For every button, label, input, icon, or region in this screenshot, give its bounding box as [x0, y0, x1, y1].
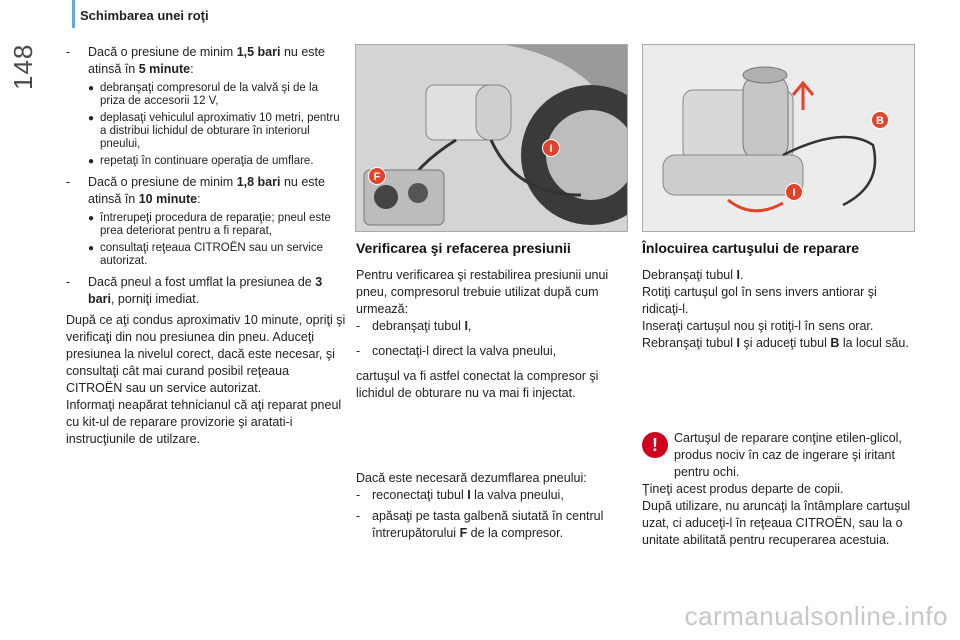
column-left — [66, 44, 346, 448]
list-item: - Dacă o presiune de minim 1,5 bari nu este atinsă în 5 minute: — [66, 45, 325, 76]
paragraph: Pentru verificarea şi restabilirea presiunii unui pneu, compresorul trebuie utilizat după cum urmează: — [356, 268, 609, 316]
paragraph: Informaţi neapărat tehnicianul că aţi reparat pneul cu kit-ul de reparare provizorie şi aratati-i instrucţiunile de utilzare. — [66, 398, 342, 446]
list-item: - debranşaţi tubul I, — [356, 319, 472, 333]
paragraph: Debranşaţi tubul I. — [642, 268, 744, 282]
paragraph: Dacă este necesară dezumflarea pneului: — [356, 471, 587, 485]
compressor-illustration — [355, 44, 628, 232]
section-title: Verificarea şi refacerea presiunii — [356, 240, 571, 256]
list-item: - apăsaţi pe tasta galbenă siutată în centrul întrerupătorului F de la compresor. — [356, 509, 604, 540]
bullet-list — [88, 82, 346, 168]
list-item: - Dacă o presiune de minim 1,8 bari nu este atinsă în 10 minute: — [66, 175, 325, 206]
label-i-badge: I — [785, 183, 803, 201]
list-item: ● repetaţi în continuare operaţia de umflare. — [88, 155, 314, 167]
list-item: - conectaţi-l direct la valva pneului, — [356, 344, 557, 358]
warning-text: După utilizare, nu aruncaţi la întâmplare cartuşul uzat, ci aduceţi-l în reţeaua CITROËN, sau la o unitate abilitată pentru recuperarea acestuia. — [642, 499, 911, 547]
list-item: - reconectaţi tubul I la valva pneului, — [356, 488, 564, 502]
watermark: carmanualsonline.info — [684, 601, 948, 631]
page-number: 148 — [8, 43, 38, 90]
warning-text: Ţineţi acest produs departe de copii. — [642, 482, 844, 496]
warning-icon: ! — [642, 432, 668, 458]
paragraph: După ce aţi condus aproximativ 10 minute, opriţi şi verificaţi din nou presiunea din pneu. Aduceţi presiunea la nivelul corect, dacă este necesar, şi consultaţi cât mai curand posibil reţeaua CITROËN sau un service autorizat. — [66, 313, 346, 395]
label-b-badge: B — [871, 111, 889, 129]
paragraph: cartuşul va fi astfel conectat la compresor şi lichidul de obturare nu va mai fi injectat. — [356, 369, 599, 400]
page-title: Schimbarea unei roţi — [80, 8, 209, 23]
list-item: - Dacă pneul a fost umflat la presiunea de 3 bari, porniţi imediat. — [66, 275, 323, 306]
list-item: ● deplasaţi vehiculul aproximativ 10 metri, pentru a distribui lichidul de obturare în interiorul pneului, — [88, 112, 340, 150]
warning-text: Cartuşul de reparare conţine etilen-glicol, produs nociv în caz de ingerare şi iritant pentru ochi. — [674, 431, 902, 479]
header-accent-bar — [72, 0, 75, 28]
cartridge-illustration — [642, 44, 915, 232]
paragraph: Inseraţi cartuşul nou şi rotiţi-l în sens orar. — [642, 319, 874, 333]
warning-note — [642, 430, 912, 549]
paragraph: Rotiţi cartuşul gol în sens invers antiorar şi ridicaţi-l. — [642, 285, 877, 316]
paragraph: Rebranşaţi tubul I şi aduceţi tubul B la locul său. — [642, 336, 909, 350]
list-item: ● consultaţi reţeaua CITROËN sau un service autorizat. — [88, 242, 324, 267]
list-item: ● întrerupeţi procedura de reparaţie; pneul este prea deteriorat pentru a fi reparat, — [88, 212, 331, 237]
column-right — [642, 240, 912, 352]
section-title: Înlocuirea cartuşului de reparare — [642, 240, 860, 256]
column-middle — [356, 240, 626, 546]
label-f-badge: F — [368, 167, 386, 185]
bullet-list — [88, 212, 346, 268]
list-item: ● debranşaţi compresorul de la valvă şi de la priza de accesorii 12 V, — [88, 82, 318, 107]
label-i-badge: I — [542, 139, 560, 157]
